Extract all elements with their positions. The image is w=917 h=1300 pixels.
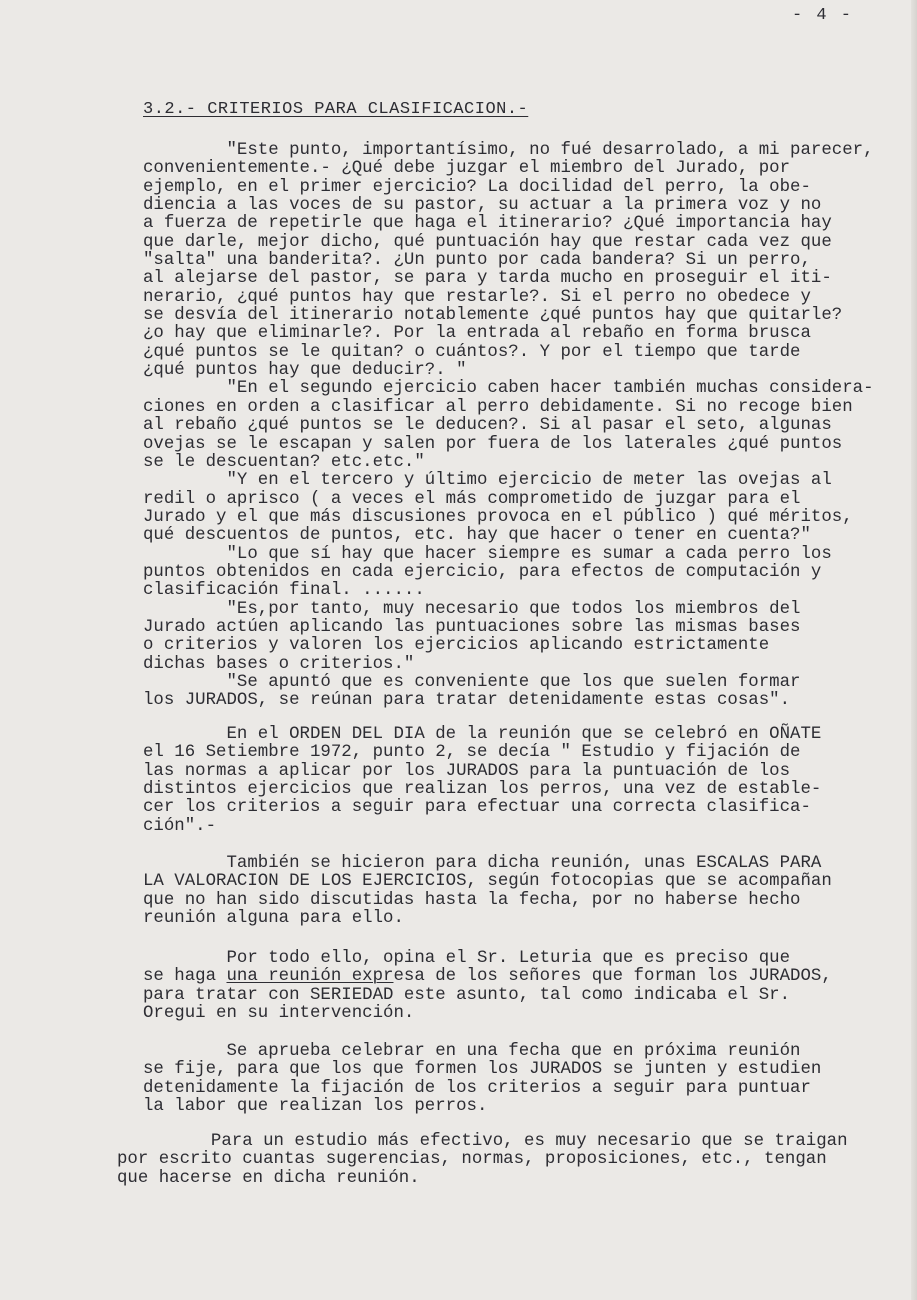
text-line: "Este punto, importantísimo, no fué desarrolado, a mi parecer, [143, 141, 874, 160]
text-line: al alejarse del pastor, se para y tarda mucho en proseguir el iti- [143, 269, 832, 289]
text-line: Jurado y el que más discusiones provoca en el público ) qué méritos, [143, 507, 853, 527]
quoted-criteria-paragraphs [143, 142, 874, 711]
text-line: Por todo ello, opina el Sr. Leturia que es preciso que [143, 949, 791, 968]
text-line: que hacerse en dicha reunión. [117, 1168, 420, 1188]
escalas-paragraph [143, 855, 832, 928]
text-line: convenientemente.- ¿Qué debe juzgar el miembro del Jurado, por [143, 159, 791, 179]
text-line: los JURADOS, se reúnan para tratar detenidamente estas cosas". [143, 691, 791, 711]
text-line: qué descuentos de puntos, etc. hay que hacer o tener en cuenta?" [143, 526, 811, 546]
text-line: ¿qué puntos hay que deducir?. " [143, 361, 467, 381]
text-line: dichas bases o criterios." [143, 654, 415, 674]
text-line: se le descuentan? etc.etc." [143, 452, 425, 472]
aprueba-paragraph [143, 1043, 821, 1116]
text-line: se haga una reunión expresa de los señores que forman los JURADOS, [143, 967, 832, 987]
text-line: reunión alguna para ello. [143, 909, 404, 929]
text-line: que no han sido discutidas hasta la fecha, por no haberse hecho [143, 890, 801, 910]
text-line: "Y en el tercero y último ejercicio de meter las ovejas al [143, 471, 832, 491]
section-heading [143, 100, 528, 119]
text-line: detenidamente la fijación de los criterios a seguir para puntuar [143, 1078, 811, 1098]
text-line: ¿o hay que eliminarle?. Por la entrada al rebaño en forma brusca [143, 324, 811, 344]
estudio-paragraph [117, 1133, 848, 1188]
text-line: Se aprueba celebrar en una fecha que en próxima reunión [143, 1042, 801, 1061]
text-line: al rebaño ¿qué puntos se le deducen?. Si al pasar el seto, algunas [143, 416, 832, 436]
text-line: "Es,por tanto, muy necesario que todos los miembros del [143, 599, 801, 619]
page-number: - 4 - [792, 6, 854, 25]
text-line: nerario, ¿qué puntos hay que restarle?. Si el perro no obedece y [143, 287, 811, 307]
text-line: se desvía del itinerario notablemente ¿qué puntos hay que quitarle? [143, 306, 843, 326]
text-line: Para un estudio más efectivo, es muy necesario que se traigan [117, 1132, 848, 1151]
text-line: puntos obtenidos en cada ejercicio, para efectos de computación y [143, 562, 822, 582]
text-line: se fije, para que los que formen los JURADOS se junten y estudien [143, 1060, 822, 1080]
page-edge-shadow [911, 0, 917, 1300]
text-line: el 16 Setiembre 1972, punto 2, se decía " Estudio y fijación de [143, 743, 801, 763]
text-line: ¿qué puntos se le quitan? o cuántos?. Y por el tiempo que tarde [143, 342, 801, 362]
text-line: ción".- [143, 816, 217, 836]
text-line: a fuerza de repetirle que haga el itinerario? ¿Qué importancia hay [143, 214, 832, 234]
text-line: ciones en orden a clasificar al perro debidamente. Si no recoge bien [143, 397, 853, 417]
text-line: para tratar con SERIEDAD este asunto, tal como indicaba el Sr. [143, 985, 791, 1005]
text-line: la labor que realizan los perros. [143, 1097, 488, 1117]
leturia-paragraph [143, 950, 832, 1023]
text-line: LA VALORACION DE LOS EJERCICIOS, según fotocopias que se acompañan [143, 872, 832, 892]
text-line: Oregui en su intervención. [143, 1004, 415, 1024]
text-line: cer los criterios a seguir para efectuar una correcta clasifica- [143, 798, 811, 818]
text-line: Jurado actúen aplicando las puntuaciones sobre las mismas bases [143, 617, 801, 637]
text-line: redil o aprisco ( a veces el más comprometido de juzgar para el [143, 489, 801, 509]
text-line: "Lo que sí hay que hacer siempre es sumar a cada perro los [143, 544, 832, 564]
text-line: ejemplo, en el primer ejercicio? La docilidad del perro, la obe- [143, 177, 811, 197]
section-heading-text: 3.2.- CRITERIOS PARA CLASIFICACION.- [143, 100, 529, 119]
text-line: "Se apuntó que es conveniente que los que suelen formar [143, 672, 801, 692]
text-line: En el ORDEN DEL DIA de la reunión que se celebró en OÑATE [143, 725, 822, 744]
text-line: por escrito cuantas sugerencias, normas, proposiciones, etc., tengan [117, 1150, 827, 1170]
text-line: También se hicieron para dicha reunión, unas ESCALAS PARA [143, 854, 822, 873]
text-line: que darle, mejor dicho, qué puntuación hay que restar cada vez que [143, 232, 832, 252]
text-line: ovejas se le escapan y salen por fuera de los laterales ¿qué puntos [143, 434, 843, 454]
text-line: "En el segundo ejercicio caben hacer también muchas considera- [143, 379, 874, 399]
text-line: diencia a las voces de su pastor, su actuar a la primera voz y no [143, 196, 822, 216]
text-line: "salta" una banderita?. ¿Un punto por cada bandera? Si un perro, [143, 251, 811, 271]
text-line: las normas a aplicar por los JURADOS para la puntuación de los [143, 761, 791, 781]
text-line: o criterios y valoren los ejercicios aplicando estrictamente [143, 636, 770, 656]
text-line: clasificación final. ...... [143, 581, 425, 601]
text-line: distintos ejercicios que realizan los perros, una vez de estable- [143, 780, 822, 800]
orden-del-dia-paragraph [143, 726, 821, 836]
